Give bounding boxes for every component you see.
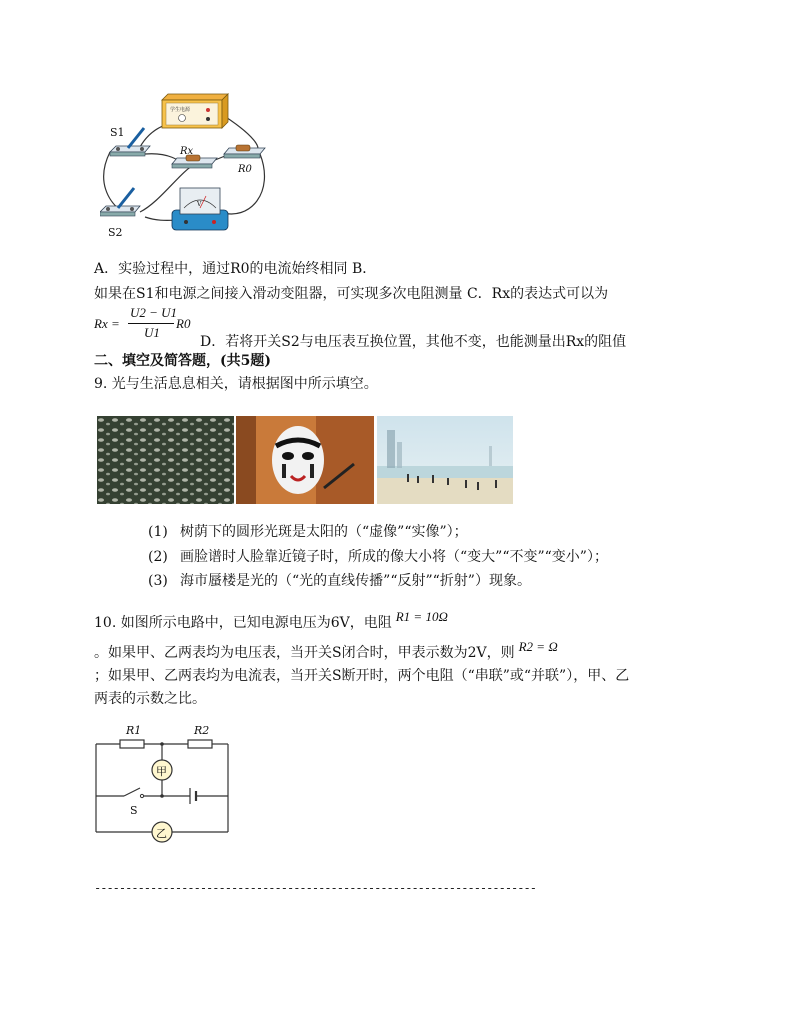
r2-formula: R2 = Ω [518,639,558,654]
q10-line-3: ；如果甲、乙两表均为电流表，当开关S断开时，两个电阻（“串联”或“并联”），甲、乙 [94,668,630,684]
q10-line-1 [94,609,448,632]
label-yi: 乙 [156,827,167,840]
photo-tree-shadow-light-spots [97,416,234,504]
photo-face-painting-mirror [236,416,374,504]
q8-option-b-line: 如果在S1和电源之间接入滑动变阻器，可实现多次电阻测量 C．Rx的表达式可以为 [94,286,609,302]
circuit-diagram-q10 [90,718,235,843]
formula-r0: R0 [176,316,191,331]
r1-formula: R1 = 10Ω [395,609,448,624]
label-r0: R0 [238,164,252,175]
q8-option-a-line: A．实验过程中，通过R0的电流始终相同 B． [94,261,377,277]
photo-mirage-seashore [377,416,513,504]
fraction-bar [128,323,174,324]
q10-line-4: 两表的示数之比。 [94,691,206,707]
q8-option-d-line: D．若将开关S2与电压表互换位置，其他不变，也能测量出Rx的阻值 [200,334,627,350]
formula-numerator: U2 − U1 [130,305,178,320]
q9-item-number: (1) [148,524,168,540]
label-rx: Rx [180,146,194,157]
q9-item-2 [148,546,608,566]
q10-line-2 [94,639,558,662]
q9-item-text: 树荫下的圆形光斑是太阳的（“虚像”“实像”）； [180,524,468,540]
label-r2: R2 [194,724,210,737]
q9-item-text: 画脸谱时人脸靠近镜子时，所成的像大小将（“变大”“不变”“变小”）； [180,549,608,565]
q10-text-2: 。如果甲、乙两表均为电压表，当开关S闭合时，甲表示数为2V，则 [94,645,515,661]
q10-text-1: 10. 如图所示电路中，已知电源电压为6V，电阻 [94,615,392,631]
power-supply [162,94,228,128]
label-v: V [197,201,202,208]
resistor-r1 [120,740,144,748]
q9-item-1 [148,521,468,541]
q9-item-number: (2) [148,549,168,565]
resistor-rx [172,155,217,168]
circuit-experiment-figure [100,92,280,242]
resistor-r2 [188,740,212,748]
switch-s2 [100,188,140,216]
section-heading: 二、填空及简答题，(共5题) [94,353,271,369]
q9-stem: 9. 光与生活息息相关，请根据图中所示填空。 [94,376,378,392]
label-s2: S2 [108,226,123,239]
label-r1: R1 [126,724,142,737]
psu-label: 学生电源 [170,107,191,113]
q9-item-number: (3) [148,573,168,589]
resistor-r0 [224,145,265,158]
q8-formula [94,305,204,341]
q9-item-text: 海市蜃楼是光的（“光的直线传播”“反射”“折射”）现象。 [180,573,531,589]
footer-dash-line: ----------------------------------------------------------------------- [94,881,536,895]
label-jia: 甲 [156,765,167,778]
voltmeter [172,188,228,230]
label-s1: S1 [110,126,125,139]
label-s: S [130,804,138,817]
q9-item-3 [148,570,531,590]
formula-denominator: U1 [144,325,160,340]
formula-lhs: Rx = [94,316,120,331]
